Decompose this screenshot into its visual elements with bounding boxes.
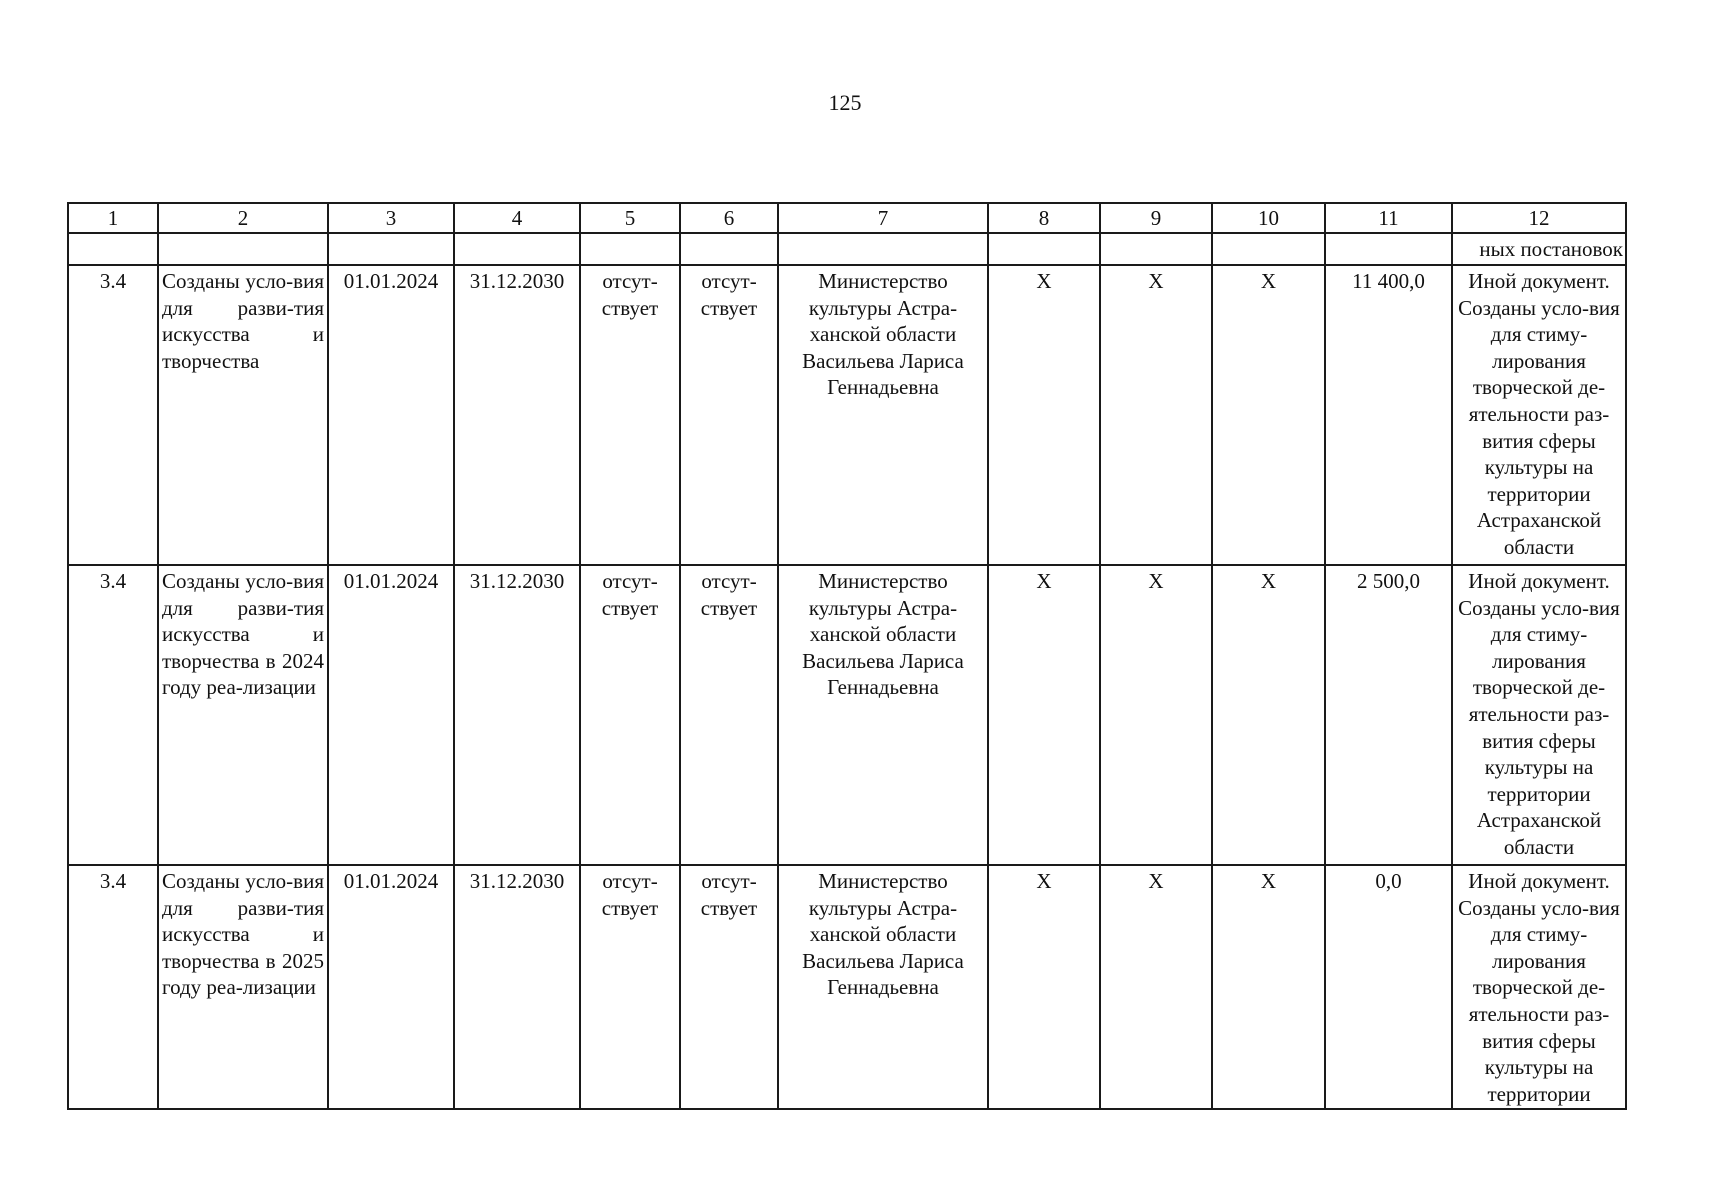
row-number: 3.4 [68,265,158,565]
column-header: 6 [680,203,778,233]
start-date: 01.01.2024 [328,865,454,1109]
col10-value: X [1212,565,1325,865]
responsible: Министерство культуры Астра-ханской области Васильева Лариса Геннадьевна [778,565,988,865]
row-name: Созданы усло-вия для разви-тия искусства и творчества [158,265,328,565]
col6-value: отсут-ствует [680,565,778,865]
amount: 0,0 [1325,865,1452,1109]
col6-value: отсут-ствует [680,265,778,565]
document: Иной документ. Созданы усло-вия для стиму-лирования творческой де-ятельности раз-вития сферы культуры на территории Астраханской области [1452,565,1626,865]
col10-value: X [1212,265,1325,565]
col8-value: X [988,265,1100,565]
responsible: Министерство культуры Астра-ханской области Васильева Лариса Геннадьевна [778,865,988,1109]
end-date: 31.12.2030 [454,565,580,865]
continuation-text: ных постановок [1452,233,1626,265]
row-name: Созданы усло-вия для разви-тия искусства и творчества в 2025 году реа-лизации [158,865,328,1109]
table-row [68,565,1626,865]
column-number-row [68,203,1626,233]
column-header: 2 [158,203,328,233]
col9-value: X [1100,865,1212,1109]
col5-value: отсут-ствует [580,865,680,1109]
column-header: 3 [328,203,454,233]
row-number: 3.4 [68,865,158,1109]
document: Иной документ. Созданы усло-вия для стиму-лирования творческой де-ятельности раз-вития сферы культуры на территории [1452,865,1626,1109]
amount: 2 500,0 [1325,565,1452,865]
table-row [68,265,1626,565]
column-header: 11 [1325,203,1452,233]
document: Иной документ. Созданы усло-вия для стиму-лирования творческой де-ятельности раз-вития сферы культуры на территории Астраханской области [1452,265,1626,565]
start-date: 01.01.2024 [328,565,454,865]
col8-value: X [988,865,1100,1109]
row-number: 3.4 [68,565,158,865]
column-header: 4 [454,203,580,233]
responsible: Министерство культуры Астра-ханской области Васильева Лариса Геннадьевна [778,265,988,565]
start-date: 01.01.2024 [328,265,454,565]
end-date: 31.12.2030 [454,865,580,1109]
activities-table [67,202,1627,1110]
continuation-row [68,233,1626,265]
end-date: 31.12.2030 [454,265,580,565]
col6-value: отсут-ствует [680,865,778,1109]
col5-value: отсут-ствует [580,565,680,865]
column-header: 8 [988,203,1100,233]
col9-value: X [1100,565,1212,865]
col8-value: X [988,565,1100,865]
table-row [68,865,1626,1109]
row-name: Созданы усло-вия для разви-тия искусства и творчества в 2024 году реа-лизации [158,565,328,865]
col9-value: X [1100,265,1212,565]
page-number: 125 [828,90,862,115]
column-header: 5 [580,203,680,233]
column-header: 9 [1100,203,1212,233]
column-header: 12 [1452,203,1626,233]
column-header: 7 [778,203,988,233]
amount: 11 400,0 [1325,265,1452,565]
column-header: 10 [1212,203,1325,233]
column-header: 1 [68,203,158,233]
col10-value: X [1212,865,1325,1109]
col5-value: отсут-ствует [580,265,680,565]
